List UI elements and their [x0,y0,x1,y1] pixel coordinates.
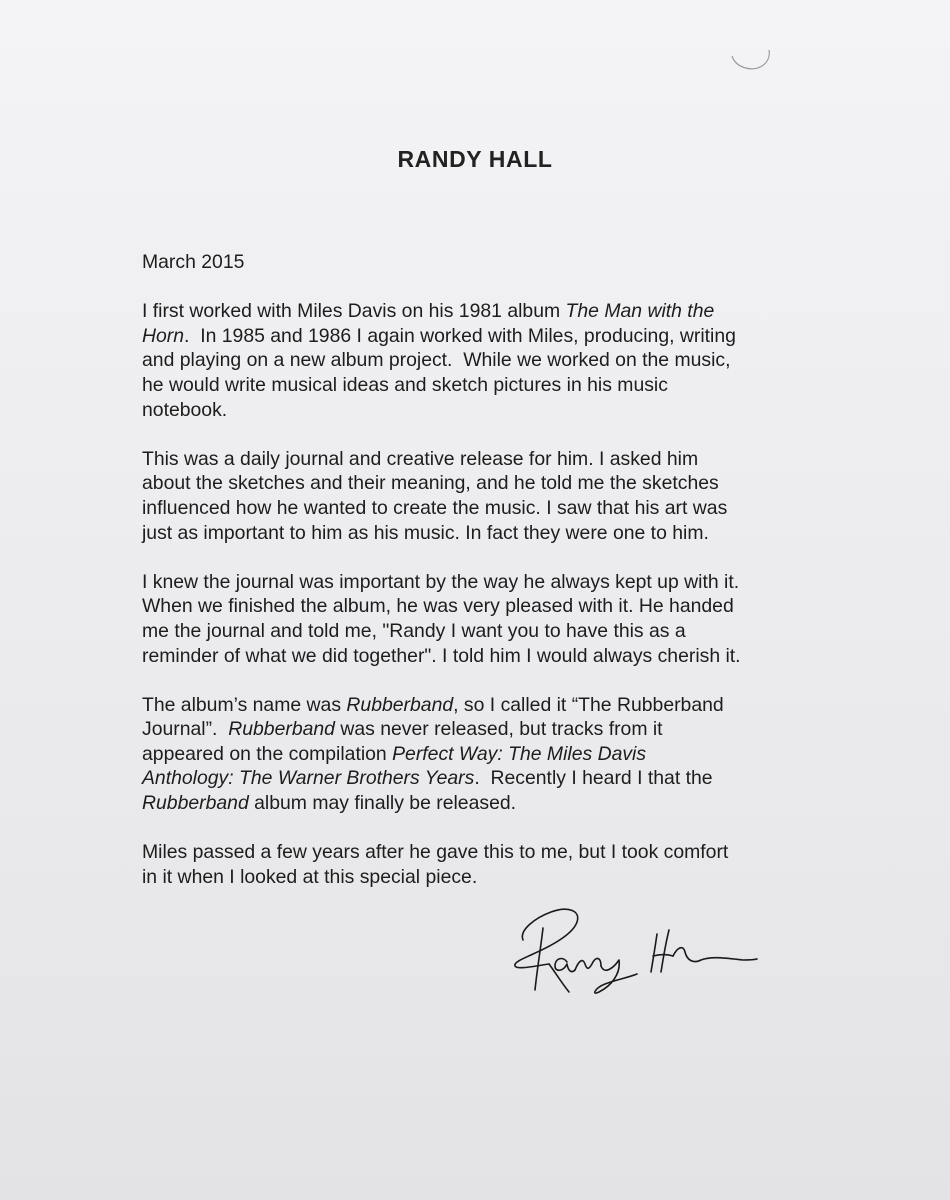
letter-line [142,496,832,521]
paper-punch-mark-icon [728,42,772,76]
letter-line [142,471,832,496]
letter-line [142,742,832,767]
letter-line [142,865,832,890]
letter-paragraph [142,693,832,816]
letter-line [142,373,832,398]
letter-text: I knew the journal was important by the way he always kept up with it. [142,570,740,593]
letter-text: he would write musical ideas and sketch pictures in his music [142,373,668,396]
italic-title-text: Rubberband [346,693,454,716]
letter-paragraph [142,840,832,889]
italic-title-text: Perfect Way: The Miles Davis [392,742,647,765]
letter-line [142,324,832,349]
letterhead-name: RANDY HALL [397,146,553,172]
letter-line [142,299,832,324]
letter-text: reminder of what we did together". I told him I would always cherish it. [142,644,741,667]
italic-title-text: The Man with the [565,300,715,323]
letter-text: in it when I looked at this special piece. [142,865,478,888]
letter-text: was never released, but tracks from it [334,718,663,741]
letter-line [142,594,832,619]
italic-title-text: Horn [142,324,185,347]
letter-text: I first worked with Miles Davis on his 1981 album [142,300,566,323]
letter-text: Miles passed a few years after he gave this to me, but I took comfort [142,841,729,864]
letter-line [142,840,832,865]
letter-text: just as important to him as his music. In fact they were one to him. [142,521,709,544]
letter-text: and playing on a new album project. While we worked on the music, [142,349,731,372]
letter-date: March 2015 [142,251,245,273]
letter-line [142,766,832,791]
letter-line [142,447,832,472]
letter-text: When we finished the album, he was very pleased with it. He handed [142,595,734,618]
letter-text: , so I called it “The Rubberband [453,693,724,716]
letter-line [142,348,832,373]
letter-text: . In 1985 and 1986 I again worked with Miles, producing, writing [184,324,736,347]
letter-line [142,570,832,595]
italic-title-text: Rubberband [142,792,249,815]
letter-line [142,717,832,742]
letter-text: Journal”. [142,718,229,741]
letter-text: about the sketches and their meaning, and he told me the sketches [142,472,719,495]
letter-line [142,644,832,669]
letter-paragraph [142,299,832,422]
italic-title-text: Rubberband [228,718,335,741]
letter-text: me the journal and told me, "Randy I want you to have this as a [142,619,686,642]
letter-line [142,398,832,423]
letter-paragraph [142,570,832,668]
letter-text: . Recently I heard I that the [474,767,713,790]
italic-title-text: Anthology: The Warner Brothers Years [142,767,475,790]
letter-line [142,521,832,546]
letter-text: notebook. [142,398,228,421]
letter-line [142,791,832,816]
handwritten-signature [505,900,765,1000]
letter-paragraph [142,447,832,545]
letter-paragraphs [142,299,832,889]
letter-text: This was a daily journal and creative release for him. I asked him [142,447,699,470]
letter-body [142,250,832,889]
letter-line [142,619,832,644]
letter-text: influenced how he wanted to create the music. I saw that his art was [142,496,728,519]
letter-line [142,693,832,718]
letter-text: album may finally be released. [248,792,517,815]
letter-text: appeared on the compilation [142,742,393,765]
letter-text: The album’s name was [142,693,347,716]
